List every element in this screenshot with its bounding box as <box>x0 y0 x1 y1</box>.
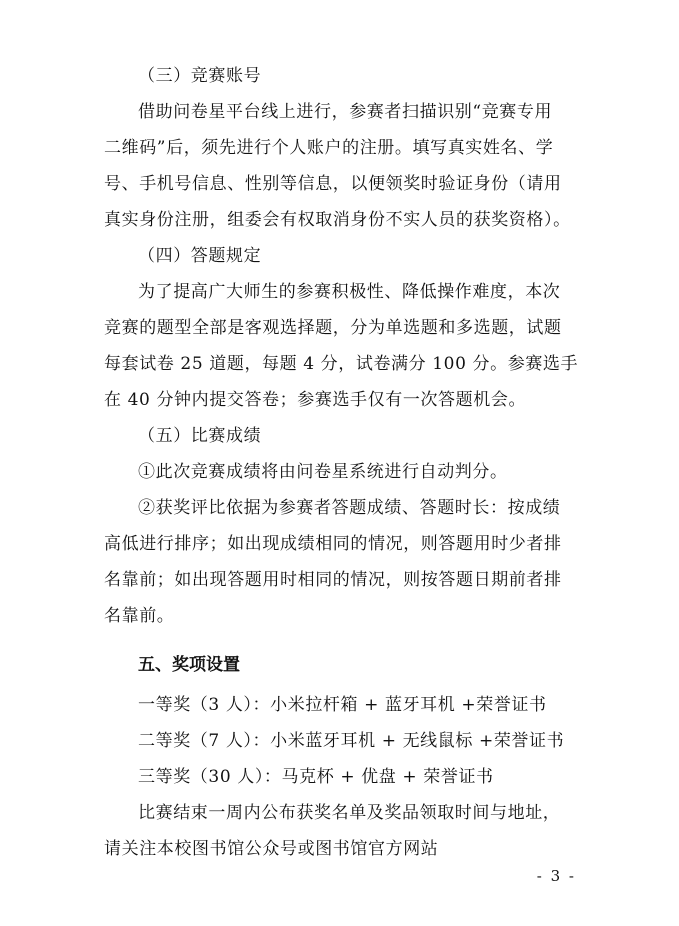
prize-second: 二等奖（7 人）：小米蓝牙耳机 + 无线鼠标 +荣誉证书 <box>138 731 565 751</box>
rules-line-1: 为了提高广大师生的参赛积极性、降低操作难度，本次 <box>138 282 561 302</box>
section-heading-scores: （五）比赛成绩 <box>138 426 262 446</box>
account-line-2: 二维码”后，须先进行个人账户的注册。填写真实姓名、学 <box>104 138 554 158</box>
prize-third: 三等奖（30 人）：马克杯 + 优盘 + 荣誉证书 <box>138 767 494 787</box>
page-number: - 3 - <box>536 867 576 885</box>
scores-item-2-line-4: 名靠前。 <box>104 606 175 626</box>
rules-line-3: 每套试卷 25 道题，每题 4 分，试卷满分 100 分。参赛选手 <box>104 354 579 374</box>
account-line-4: 真实身份注册，组委会有权取消身份不实人员的获奖资格）。 <box>104 210 571 230</box>
section-heading-account: （三）竞赛账号 <box>138 66 262 86</box>
scores-item-2-line-1: ②获奖评比依据为参赛者答题成绩、答题时长：按成绩 <box>138 498 561 518</box>
section-heading-rules: （四）答题规定 <box>138 246 262 266</box>
scores-item-1: ①此次竞赛成绩将由问卷星系统进行自动判分。 <box>138 462 508 482</box>
account-line-3: 号、手机号信息、性别等信息，以便领奖时验证身份（请用 <box>104 174 562 194</box>
rules-line-4: 在 40 分钟内提交答卷；参赛选手仅有一次答题机会。 <box>104 390 527 410</box>
awards-heading: 五、奖项设置 <box>138 655 240 675</box>
scores-item-2-line-2: 高低进行排序；如出现成绩相同的情况，则答题用时少者排 <box>104 534 562 554</box>
awards-notice-line-2: 请关注本校图书馆公众号或图书馆官方网站 <box>104 839 439 859</box>
account-line-1: 借助问卷星平台线上进行，参赛者扫描识别“竞赛专用 <box>138 102 553 122</box>
document-body <box>104 58 580 867</box>
awards-notice-line-1: 比赛结束一周内公布获奖名单及奖品领取时间与地址， <box>138 803 561 823</box>
rules-line-2: 竞赛的题型全部是客观选择题，分为单选题和多选题，试题 <box>104 318 562 338</box>
prize-first: 一等奖（3 人）：小米拉杆箱 + 蓝牙耳机 +荣誉证书 <box>138 695 547 715</box>
scores-item-2-line-3: 名靠前；如出现答题用时相同的情况，则按答题日期前者排 <box>104 570 562 590</box>
